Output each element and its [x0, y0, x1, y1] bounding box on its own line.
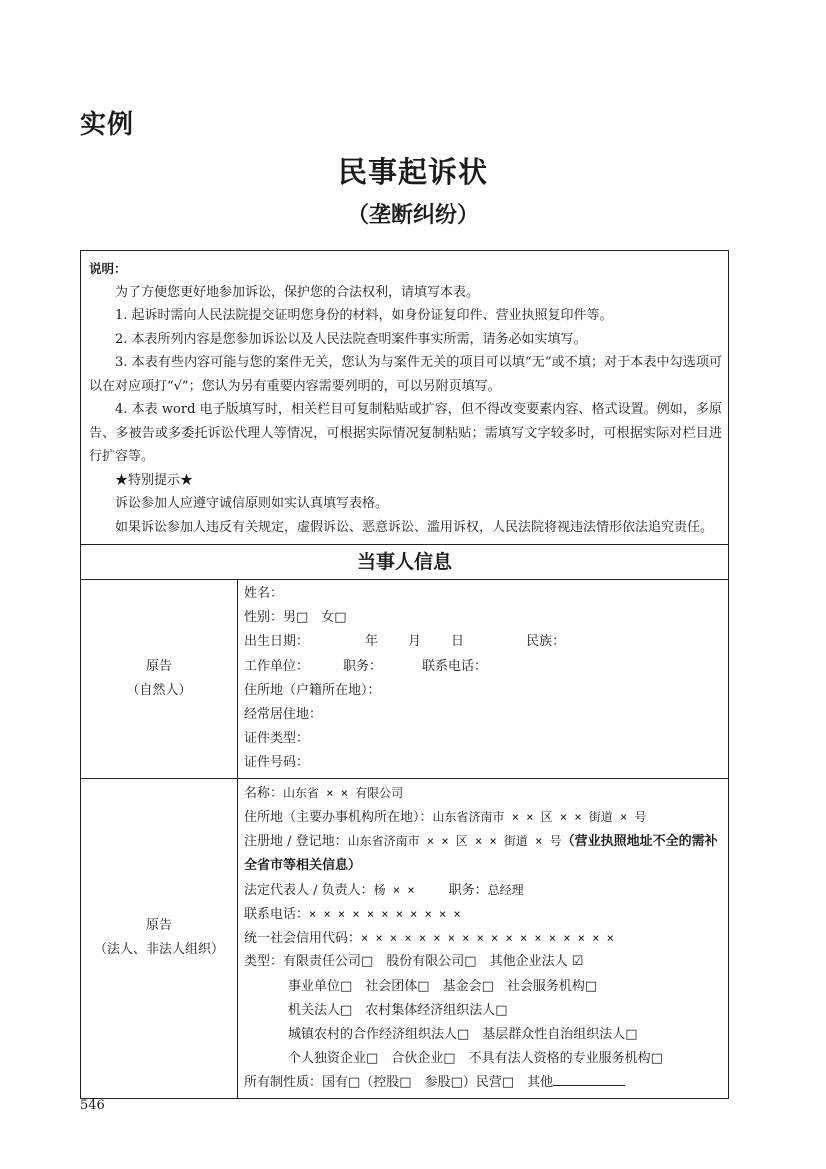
org-address-value: 山东省济南市 × × 区 × × 街道 × 号 [432, 809, 647, 824]
instruction-paragraph: 为了方便您更好地参加诉讼，保护您的合法权利，请填写本表。 [115, 284, 480, 300]
org-phone-field[interactable] [244, 902, 724, 926]
ownership-field[interactable] [244, 1071, 724, 1095]
org-address-label: 住所地（主要办事机构所在地）： [244, 809, 433, 825]
instruction-paragraph: 诉讼参加人应遵守诚信原则如实认真填写表格。 [115, 496, 389, 511]
credit-code-label: 统一社会信用代码： [244, 931, 362, 947]
residence-field[interactable]: 住所地（户籍所在地）： [244, 682, 381, 698]
registered-address-field[interactable] [244, 829, 724, 878]
legal-rep-value: 杨 × × [373, 882, 415, 897]
org-name-label: 名称： [244, 785, 284, 801]
rep-position-label: 职务： [448, 882, 488, 898]
name-field[interactable]: 姓名： [244, 586, 284, 601]
org-phone-label: 联系电话： [244, 907, 310, 923]
org-type-options[interactable]: 事业单位□ 社会团体□ 基金会□ 社会服务机构□ [288, 978, 598, 994]
ethnicity-label: 民族： [526, 634, 566, 650]
party-category: （自然人） [126, 682, 192, 698]
plaintiff-natural-person-row [81, 580, 728, 778]
org-name-value: 山东省 × × 有限公司 [283, 785, 404, 800]
gender-field[interactable]: 性别：男□ 女□ [244, 610, 347, 626]
party-role: 原告 [145, 658, 172, 674]
org-phone-value: × × × × × × × × × × × [309, 907, 461, 922]
special-notice-title: ★特别提示★ [115, 472, 194, 488]
org-name-field[interactable] [244, 781, 724, 805]
position-label: 职务： [343, 658, 383, 674]
birth-date-label: 出生日期： [244, 634, 310, 650]
phone-label: 联系电话： [422, 658, 488, 674]
month-label: 月 [408, 634, 422, 650]
instruction-paragraph: 1. 起诉时需向人民法院提交证明您身份的材料，如身份证复印件、营业执照复印件等。 [115, 308, 613, 323]
party-type-label [81, 779, 238, 1098]
instructions-block [81, 251, 728, 545]
registered-address-label: 注册地 / 登记地： [244, 833, 348, 849]
id-type-field[interactable]: 证件类型： [244, 731, 310, 747]
party-type-label [81, 580, 238, 778]
document-title: 民事起诉状 [337, 155, 488, 189]
party-fields [238, 580, 728, 778]
legal-rep-field[interactable] [244, 878, 724, 902]
org-type-options[interactable]: 城镇农村的合作经济组织法人□ 基层群众性自治组织法人□ [288, 1027, 638, 1042]
ownership-options: 所有制性质：国有□（控股□ 参股□）民营□ 其他 [244, 1075, 554, 1091]
other-blank-line[interactable] [553, 1071, 625, 1086]
registered-address-note: （营业执照地址不全的需补全省市等相关信息） [244, 833, 718, 873]
credit-code-field[interactable] [244, 926, 724, 950]
year-label: 年 [365, 634, 379, 650]
workplace-field[interactable] [244, 655, 724, 679]
party-fields [238, 779, 728, 1098]
instruction-paragraph: 如果诉讼参加人违反有关规定，虚假诉讼、恶意诉讼、滥用诉权，人民法院将视违法情形依法追究责任。 [115, 519, 714, 535]
section-heading: 实例 [80, 110, 135, 140]
day-label: 日 [451, 634, 465, 650]
page-number: 546 [80, 1098, 105, 1113]
org-type-options[interactable]: 机关法人□ 农村集体经济组织法人□ [288, 1002, 508, 1018]
registered-address-value: 山东省济南市 × × 区 × × 街道 × 号 [347, 833, 562, 848]
document-subtitle: （垄断纠纷） [346, 203, 479, 228]
party-role: 原告 [145, 918, 172, 934]
party-info-header: 当事人信息 [81, 545, 728, 580]
org-type-options[interactable]: 类型：有限责任公司□ 股份有限公司□ 其他企业法人 ☑ [244, 954, 584, 970]
credit-code-value: × × × × × × × × × × × × × × × × × × [361, 931, 614, 946]
plaintiff-organization-row [81, 778, 728, 1098]
org-type-options[interactable]: 个人独资企业□ 合伙企业□ 不具有法人资格的专业服务机构□ [288, 1051, 663, 1067]
habitual-residence-field[interactable]: 经常居住地： [244, 706, 323, 722]
birth-date-field[interactable] [244, 630, 724, 654]
instruction-paragraph: 4. 本表 word 电子版填写时，相关栏目可复制粘贴或扩容，但不得改变要素内容、格式设置。例如，多原告、多被告或多委托诉讼代理人等情况，可根据实际情况复制粘贴；需填写文字较多时，可根据实际对栏目进行扩容等。 [89, 402, 722, 464]
party-category: （法人、非法人组织） [93, 942, 224, 958]
org-address-field[interactable] [244, 805, 724, 829]
workplace-label: 工作单位： [244, 658, 310, 674]
legal-rep-label: 法定代表人 / 负责人： [244, 882, 374, 898]
id-number-field[interactable]: 证件号码： [244, 755, 310, 771]
instruction-paragraph: 2. 本表所列内容是您参加诉讼以及人民法院查明案件事实所需，请务必如实填写。 [115, 331, 587, 347]
rep-position-value: 总经理 [487, 882, 524, 897]
instruction-paragraph: 3. 本表有些内容可能与您的案件无关，您认为与案件无关的项目可以填“无”或不填；对于本表中勾选项可以在对应项打“√”；您认为另有重要内容需要列明的，可以另附页填写。 [89, 355, 722, 394]
instructions-label: 说明： [89, 261, 127, 276]
complaint-form [80, 250, 729, 1099]
